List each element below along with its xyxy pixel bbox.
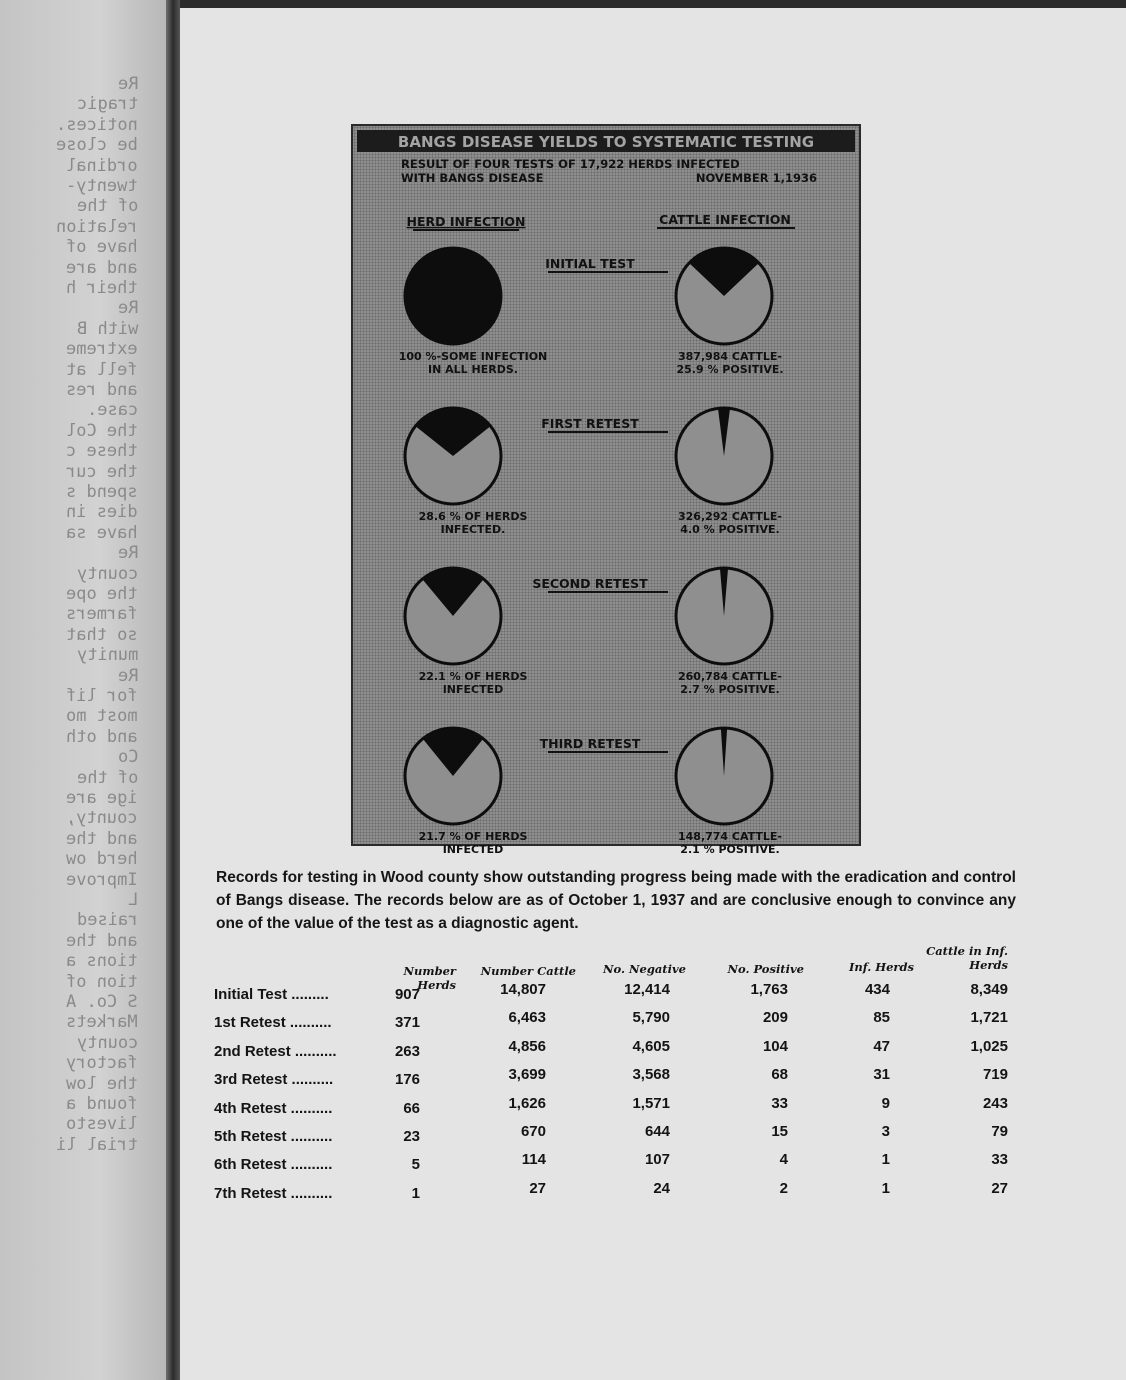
cell-inf-herds: 85	[873, 1009, 890, 1027]
cell-herds: 66	[403, 1099, 420, 1117]
herd-pie-0-slice	[405, 248, 501, 344]
table-row	[214, 1066, 1014, 1095]
herd-caption-line1-2: 22.1 % OF HERDS	[418, 670, 528, 683]
cell-negative: 12,414	[624, 981, 670, 998]
poster-date: NOVEMBER 1,1936	[695, 171, 817, 185]
mirrored-text-line: the ope	[66, 584, 138, 604]
cattle-pie-1	[676, 408, 772, 504]
cell-negative: 24	[653, 1179, 670, 1197]
mirrored-text-line: dies in	[66, 502, 138, 523]
header-number-herds: Number Herds	[403, 964, 456, 992]
mirrored-text-line: their h	[66, 278, 138, 298]
cell-cattle-inf: 33	[991, 1151, 1008, 1169]
records-table	[214, 946, 1014, 1206]
mirrored-text-line: extreme	[66, 339, 138, 360]
cattle-caption-line1-0: 387,984 CATTLE-	[677, 350, 783, 363]
herd-caption-line2-0: IN ALL HERDS.	[428, 363, 518, 376]
cattle-pie-2	[676, 568, 772, 664]
header-inf-herds: Inf. Herds	[848, 960, 914, 974]
table-row	[214, 1037, 1014, 1067]
row-label: 3rd Retest ..........	[214, 1071, 334, 1089]
mirrored-text-line: munity	[76, 645, 138, 666]
caption-text	[216, 866, 1016, 935]
mirrored-text-line: so that	[66, 624, 138, 645]
cell-negative: 4,605	[632, 1037, 670, 1055]
mirrored-text-line: S Co. A	[66, 992, 138, 1012]
mirrored-text-line: found a	[66, 1094, 138, 1114]
header-number-cattle: Number Cattle	[480, 964, 576, 978]
mirrored-text-line: Re	[117, 74, 138, 94]
mirrored-text-line: livesto	[66, 1114, 138, 1135]
cell-cattle: 27	[529, 1179, 546, 1197]
table-row	[214, 1179, 1014, 1209]
mirrored-text-line: and oth	[66, 726, 138, 747]
table-row	[214, 1151, 1014, 1180]
cell-herds: 907	[394, 986, 420, 1003]
cell-cattle: 1,626	[508, 1094, 546, 1112]
mirrored-text-line: Re	[117, 543, 138, 564]
cattle-caption-line2-2: 2.7 % POSITIVE.	[680, 683, 780, 696]
mirrored-text-line: county	[76, 563, 138, 584]
mirrored-text-line: Re	[117, 298, 138, 319]
cell-cattle-inf: 1,721	[970, 1009, 1008, 1027]
mirrored-text-line: have of	[66, 237, 138, 258]
cell-cattle-inf: 27	[991, 1179, 1008, 1197]
cell-positive: 4	[779, 1151, 788, 1169]
cell-herds: 371	[394, 1014, 420, 1032]
cell-cattle: 6,463	[508, 1009, 546, 1027]
cell-positive: 1,763	[750, 981, 788, 998]
cell-inf-herds: 31	[873, 1066, 890, 1084]
header-cattle-in-inf: Cattle in Inf.	[926, 944, 1008, 958]
cell-negative: 3,568	[632, 1066, 670, 1084]
mirrored-text-line: L	[127, 890, 138, 910]
cattle-pie-0	[676, 248, 772, 344]
cell-negative: 107	[644, 1151, 670, 1169]
top-scan-band	[180, 0, 1126, 8]
mirrored-text-line: notices.	[56, 114, 138, 135]
stage-label-3: THIRD RETEST	[539, 736, 641, 751]
cell-cattle: 670	[520, 1123, 546, 1140]
mirrored-text-line: have sa	[66, 522, 138, 543]
cell-positive: 15	[771, 1123, 788, 1140]
mirrored-text-line: Improve	[66, 869, 138, 890]
cell-cattle: 14,807	[500, 981, 546, 998]
poster-photo	[351, 124, 861, 856]
mirrored-text-line: spend s	[66, 482, 138, 502]
mirrored-text-line: of the	[76, 767, 138, 788]
cattle-caption-line2-0: 25.9 % POSITIVE.	[676, 363, 784, 376]
mirrored-text-line: for lif	[66, 686, 138, 706]
row-label: 4th Retest ..........	[214, 1099, 333, 1117]
header-no-negative: No. Negative	[603, 962, 686, 976]
mirrored-text-line: farmers	[66, 604, 138, 625]
cell-positive: 68	[771, 1066, 788, 1084]
cattle-caption-line1-1: 326,292 CATTLE-	[677, 510, 783, 523]
mirrored-text-line: most mo	[66, 706, 138, 727]
mirrored-text-line: with B	[76, 318, 138, 339]
mirrored-text-line: ordinal	[66, 155, 138, 176]
row-label: 1st Retest ..........	[214, 1014, 332, 1032]
cell-cattle-inf: 243	[982, 1094, 1008, 1112]
table-row	[214, 1094, 1014, 1124]
caption-paragraph: Records for testing in Wood county show outstanding progress being made with the eradication and control of Bangs disease. The records below are as of October 1, 1937 and are conclusive enough to convince any one of the value of the test as a diagnostic agent.	[216, 869, 1016, 932]
poster-title: BANGS DISEASE YIELDS TO SYSTEMATIC TESTING	[397, 133, 815, 151]
mirrored-text-line: raised	[76, 910, 138, 931]
cattle-caption-line1-3: 148,774 CATTLE-	[677, 830, 783, 843]
mirrored-text-line: and res	[66, 380, 138, 400]
stage-label-2: SECOND RETEST	[532, 576, 648, 591]
mirrored-text-line: tion of	[66, 971, 138, 992]
table-row	[214, 981, 1014, 1010]
book-gutter	[166, 0, 180, 1380]
mirrored-text-line: twenty-	[66, 176, 138, 196]
mirrored-text-line: case.	[86, 400, 138, 421]
header-no-positive: No. Positive	[727, 962, 804, 976]
poster-col-cattle: CATTLE INFECTION	[659, 212, 791, 227]
mirrored-text-line: county,	[66, 808, 138, 829]
mirrored-text-line: tragic	[76, 94, 138, 115]
cell-herds: 263	[394, 1042, 420, 1060]
herd-caption-line2-3: INFECTED	[442, 843, 504, 856]
mirrored-text-line: factory	[66, 1053, 138, 1074]
mirrored-text-line: herd ow	[66, 849, 138, 870]
table-row	[214, 1009, 1014, 1038]
cattle-pie-3	[676, 728, 772, 824]
mirrored-text-line: be close	[56, 135, 138, 156]
cell-cattle-inf: 719	[982, 1066, 1008, 1084]
left-facing-page	[0, 0, 166, 1380]
mirrored-text-line: trial li	[56, 1134, 138, 1155]
row-label: Initial Test .........	[214, 986, 329, 1003]
row-label: 5th Retest ..........	[214, 1128, 333, 1145]
right-page	[180, 0, 1126, 1380]
cell-herds: 176	[394, 1071, 420, 1089]
mirrored-text-line: tions a	[66, 951, 138, 972]
cell-herds: 5	[411, 1156, 420, 1174]
poster-subtitle-line2: WITH BANGS DISEASE	[401, 171, 544, 185]
cell-positive: 2	[779, 1179, 788, 1197]
cell-inf-herds: 3	[881, 1123, 890, 1140]
poster-subtitle-line1: RESULT OF FOUR TESTS OF 17,922 HERDS INFECTED	[401, 157, 740, 171]
herd-caption-line1-3: 21.7 % OF HERDS	[418, 830, 528, 843]
mirrored-text-line: the low	[66, 1073, 138, 1094]
mirrored-text-line: the cur	[66, 461, 138, 482]
row-label: 6th Retest ..........	[214, 1156, 333, 1174]
cell-positive: 104	[762, 1037, 788, 1055]
mirrored-text-line: and the	[66, 828, 138, 849]
row-label: 7th Retest ..........	[214, 1184, 333, 1202]
cattle-caption-line2-1: 4.0 % POSITIVE.	[680, 523, 780, 536]
cell-cattle-inf: 8,349	[970, 981, 1008, 998]
cell-cattle: 3,699	[508, 1066, 546, 1084]
stage-label-0: INITIAL TEST	[545, 256, 635, 271]
cell-inf-herds: 9	[881, 1094, 890, 1112]
herd-pie-3	[405, 728, 501, 824]
cell-cattle-inf: 1,025	[970, 1037, 1008, 1055]
mirrored-text-line: relation	[56, 216, 138, 237]
herd-pie-1	[405, 408, 501, 504]
mirrored-text-line: the Col	[66, 420, 138, 441]
cell-inf-herds: 1	[881, 1151, 890, 1169]
poster-col-herd: HERD INFECTION	[406, 214, 526, 229]
poster-graphic	[353, 126, 859, 856]
mirrored-text-line: these c	[66, 441, 138, 462]
mirrored-text-line: county	[76, 1032, 138, 1053]
cell-inf-herds: 47	[873, 1037, 890, 1055]
mirrored-text-line: of the	[76, 196, 138, 217]
row-label: 2nd Retest ..........	[214, 1042, 337, 1060]
mirrored-text-line: and are	[66, 257, 138, 278]
header-cattle-in-inf-herds: Herds	[969, 958, 1008, 972]
cell-negative: 644	[644, 1123, 670, 1140]
cell-positive: 33	[771, 1094, 788, 1112]
cell-cattle-inf: 79	[991, 1123, 1008, 1140]
herd-caption-line2-1: INFECTED.	[440, 523, 506, 536]
cell-cattle: 4,856	[508, 1037, 546, 1055]
cell-inf-herds: 434	[864, 981, 890, 998]
herd-caption-line2-2: INFECTED	[442, 683, 504, 696]
cell-positive: 209	[762, 1009, 788, 1027]
cell-cattle: 114	[521, 1151, 546, 1169]
herd-caption-line1-0: 100 %-SOME INFECTION	[398, 350, 548, 363]
table-row	[214, 1123, 1014, 1152]
stage-label-1: FIRST RETEST	[541, 416, 639, 431]
herd-caption-line1-1: 28.6 % OF HERDS	[418, 510, 528, 523]
cell-negative: 1,571	[632, 1094, 670, 1112]
cell-herds: 23	[403, 1128, 420, 1145]
cell-negative: 5,790	[632, 1009, 670, 1027]
mirrored-text-line: ige are	[66, 788, 138, 808]
cattle-caption-line1-2: 260,784 CATTLE-	[677, 670, 783, 683]
mirrored-text-line: and the	[66, 930, 138, 951]
mirrored-text-line: Co	[117, 747, 138, 768]
mirrored-text-line: Re	[117, 665, 138, 686]
mirrored-text-line: Markets	[66, 1012, 138, 1033]
herd-pie-2	[405, 568, 501, 664]
mirrored-text-line: fell at	[66, 359, 138, 380]
herd-pie-0	[405, 248, 501, 344]
cell-inf-herds: 1	[881, 1179, 890, 1197]
cattle-caption-line2-3: 2.1 % POSITIVE.	[680, 843, 780, 856]
cell-herds: 1	[411, 1184, 420, 1202]
